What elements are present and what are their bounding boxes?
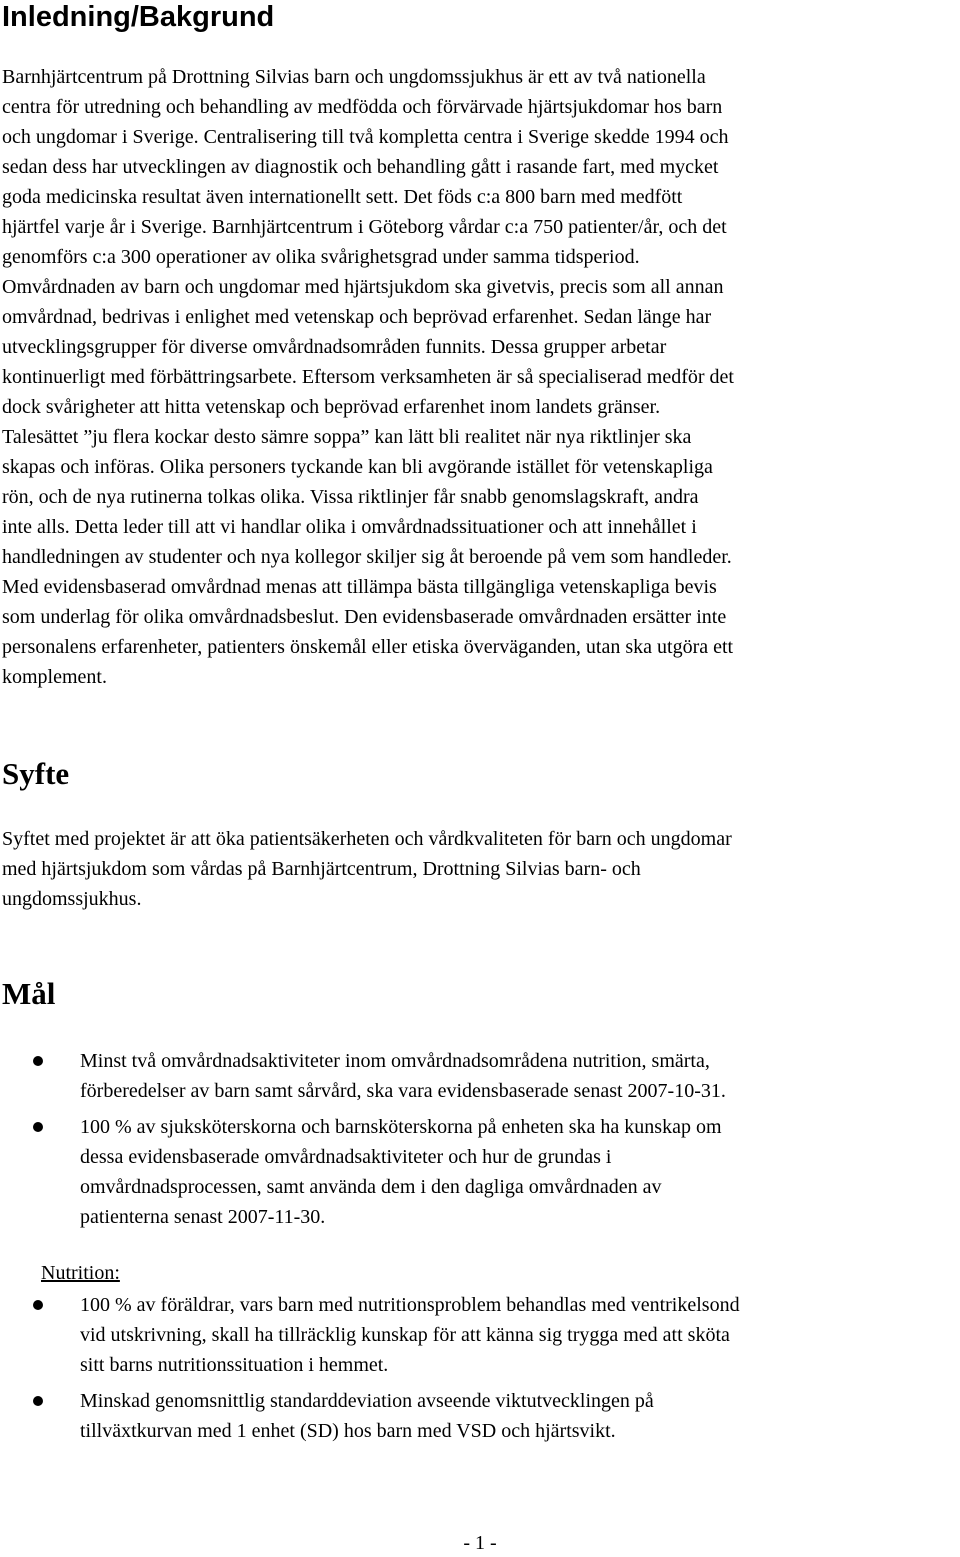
- text-line: personalens erfarenheter, patienters önskemål eller etiska överväganden, utan ska utgöra ett: [2, 636, 734, 658]
- text-line: med hjärtsjukdom som vårdas på Barnhjärtcentrum, Drottning Silvias barn- och: [2, 858, 641, 880]
- text-line: Syftet med projektet är att öka patientsäkerheten och vårdkvaliteten för barn och ungdomar: [2, 828, 732, 850]
- text-line: skapas och införas. Olika personers tyckande kan bli avgörande istället för vetenskapliga: [2, 456, 713, 478]
- bullet-icon: [33, 1300, 43, 1310]
- text-line: sitt barns nutritionssituation i hemmet.: [80, 1354, 389, 1376]
- text-line: Omvårdnaden av barn och ungdomar med hjärtsjukdom ska givetvis, precis som all annan: [2, 276, 724, 298]
- text-line: förberedelser av barn samt sårvård, ska vara evidensbaserade senast 2007-10-31.: [80, 1080, 726, 1102]
- text-line: sedan dess har utvecklingen av diagnostik och behandling gått i rasande fart, med mycket: [2, 156, 719, 178]
- text-line: omvårdnadsprocessen, samt använda dem i den dagliga omvårdnaden av: [80, 1176, 662, 1198]
- text-line: patienterna senast 2007-11-30.: [80, 1206, 326, 1228]
- paragraph-intro: [2, 62, 960, 692]
- text-line: dock svårigheter att hitta vetenskap och beprövad erfarenhet inom landets gränser.: [2, 396, 661, 418]
- paragraph-syfte: [2, 824, 960, 914]
- text-line: Minst två omvårdnadsaktiviteter inom omvårdnadsområdena nutrition, smärta,: [80, 1050, 710, 1072]
- list-item: [0, 1386, 960, 1446]
- text-line: inte alls. Detta leder till att vi handlar olika i omvårdnadssituationer och att innehållet i: [2, 516, 697, 538]
- heading-syfte: Syfte: [2, 756, 70, 791]
- text-line: dessa evidensbaserade omvårdnadsaktiviteter och hur de grundas i: [80, 1146, 612, 1168]
- list-item: [0, 1112, 960, 1232]
- heading-mal: Mål: [2, 976, 56, 1011]
- text-line: genomförs c:a 300 operationer av olika svårighetsgrad under samma tidsperiod.: [2, 246, 640, 268]
- text-line: tillväxtkurvan med 1 enhet (SD) hos barn med VSD och hjärtsvikt.: [80, 1420, 616, 1442]
- text-line: komplement.: [2, 666, 107, 688]
- goals-list: [0, 1046, 960, 1238]
- text-line: utvecklingsgrupper för diverse omvårdnadsområden funnits. Dessa grupper arbetar: [2, 336, 667, 358]
- text-line: Barnhjärtcentrum på Drottning Silvias barn och ungdomssjukhus är ett av två nationella: [2, 66, 706, 88]
- text-line: Minskad genomsnittlig standarddeviation avseende viktutvecklingen på: [80, 1390, 654, 1412]
- text-line: 100 % av föräldrar, vars barn med nutritionsproblem behandlas med ventrikelsond: [80, 1294, 740, 1316]
- text-line: kontinuerligt med förbättringsarbete. Eftersom verksamheten är så specialiserad medför det: [2, 366, 734, 388]
- text-line: vid utskrivning, skall ha tillräcklig kunskap för att känna sig trygga med att sköta: [80, 1324, 730, 1346]
- text-line: rön, och de nya rutinerna tolkas olika. Vissa riktlinjer får snabb genomslagskraft, andra: [2, 486, 699, 508]
- text-line: centra för utredning och behandling av medfödda och förvärvade hjärtsjukdomar hos barn: [2, 96, 723, 118]
- nutrition-list: [0, 1290, 960, 1452]
- text-line: goda medicinska resultat även internationellt sett. Det föds c:a 800 barn med medfött: [2, 186, 683, 208]
- text-line: ungdomssjukhus.: [2, 888, 142, 910]
- text-line: Talesättet ”ju flera kockar desto sämre soppa” kan lätt bli realitet när nya riktlinjer ska: [2, 426, 692, 448]
- text-line: 100 % av sjuksköterskorna och barnsköterskorna på enheten ska ha kunskap om: [80, 1116, 722, 1138]
- text-line: omvårdnad, bedrivas i enlighet med vetenskap och beprövad erfarenhet. Sedan länge har: [2, 306, 712, 328]
- heading-inledning: Inledning/Bakgrund: [2, 1, 275, 33]
- text-line: Med evidensbaserad omvårdnad menas att tillämpa bästa tillgängliga vetenskapliga bevis: [2, 576, 717, 598]
- bullet-icon: [33, 1122, 43, 1132]
- text-line: hjärtfel varje år i Sverige. Barnhjärtcentrum i Göteborg vårdar c:a 750 patienter/år, och det: [2, 216, 727, 238]
- text-line: och ungdomar i Sverige. Centralisering till två kompletta centra i Sverige skedde 1994 och: [2, 126, 729, 148]
- text-line: handledningen av studenter och nya kollegor skiljer sig åt beroende på vem som handleder.: [2, 546, 732, 568]
- page-number: - 1 -: [463, 1532, 497, 1554]
- list-item: [0, 1290, 960, 1380]
- subheading-nutrition: Nutrition:: [41, 1262, 120, 1284]
- list-item: [0, 1046, 960, 1106]
- bullet-icon: [33, 1056, 43, 1066]
- text-line: som underlag för olika omvårdnadsbeslut. Den evidensbaserade omvårdnaden ersätter inte: [2, 606, 727, 628]
- bullet-icon: [33, 1396, 43, 1406]
